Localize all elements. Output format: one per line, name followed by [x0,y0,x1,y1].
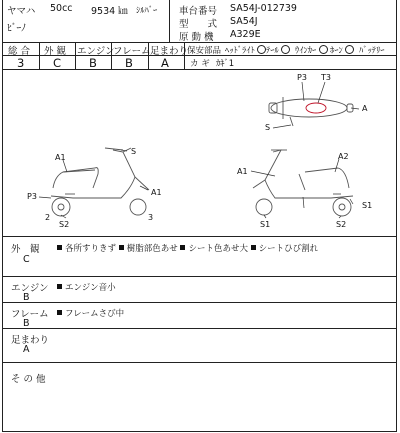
equipment-winker: ｳｲﾝｶｰ [295,44,328,56]
maker: ヤマハ [7,6,36,17]
section-engine-grade: B [23,292,30,303]
label-left-3: 3 [148,213,154,222]
grade-frame: B [125,56,133,70]
label-top-t3: T3 [321,73,331,82]
equipment-horn: ﾎｰﾝ [330,44,354,56]
label-right-a2: A2 [338,152,349,161]
section-suspension-title: 足まわり [11,335,50,346]
key-value: ｶｷﾞ1 [216,59,235,69]
mileage: 9534 ㎞ [91,6,128,17]
label-top-p3: P3 [297,73,307,82]
label-left-p3: P3 [27,192,37,201]
grade-engine: B [89,56,97,70]
label-left-2: 2 [45,213,51,222]
section-frame-title: フレーム [11,309,49,320]
circle-icon [281,45,290,54]
section-suspension-grade: A [23,344,30,355]
label-right-s1-front: S1 [362,201,373,210]
chassis-label: 車台番号 [179,6,218,17]
engine-label: 原 動 機 [179,32,214,43]
grade-header-suspension: 足まわり [150,46,189,57]
color: ｼﾙﾊﾞｰ [136,6,158,16]
equipment-headlight: ﾍｯﾄﾞﾗｲﾄ [225,44,266,56]
grade-header-exterior: 外 観 [44,46,67,57]
type-value: SA54J [230,16,258,27]
grade-total: 3 [17,56,25,70]
damage-diagram [3,70,396,235]
label-right-a1: A1 [237,167,248,176]
top-view-scooter [269,97,353,126]
chassis-value: SA54J-012739 [230,3,297,14]
section-exterior-grade: C [23,254,30,265]
header-divider [169,0,170,42]
label-left-s2: S2 [59,220,70,229]
grade-header-frame: フレーム [113,46,151,57]
section-engine-title: エンジン [11,283,49,294]
label-top-a: A [362,104,368,113]
label-right-s2: S2 [336,220,347,229]
grade-exterior: C [53,56,62,70]
grade-header-total: 総 合 [8,46,31,57]
circle-icon [319,45,328,54]
grade-suspension: A [161,56,169,70]
label-left-a1-front: A1 [151,188,162,197]
model-name: ﾋﾞｰﾉ [7,23,27,34]
equipment-battery: ﾊﾞｯﾃﾘｰ [359,46,385,56]
equipment-title: 保安部品 [187,46,222,56]
engine-value: A329E [230,29,261,40]
label-left-a1-rear: A1 [55,153,66,162]
section-exterior-notes: 各所すりきず 樹脂部色あせ シート色あせ大 シートひび割れ [57,242,318,254]
equipment-tail: ﾃｰﾙ [266,44,290,56]
section-frame-grade: B [23,318,30,329]
section-other-title: そ の 他 [11,374,46,385]
displacement: 50cc [50,3,73,14]
label-right-s1-rear: S1 [260,220,271,229]
left-view-scooter [51,148,149,216]
section-exterior-title: 外 観 [11,244,40,255]
inspection-sheet [2,0,397,432]
label-left-s: S [131,147,137,156]
grade-header-engine: エンジン [77,46,115,57]
key-label: カ ギ [190,59,210,69]
circle-icon [345,45,354,54]
section-engine-notes: エンジン音小 [57,281,116,293]
type-label: 型 式 [179,19,218,30]
section-frame-notes: フレームさび中 [57,307,124,319]
label-top-s: S [265,123,271,132]
